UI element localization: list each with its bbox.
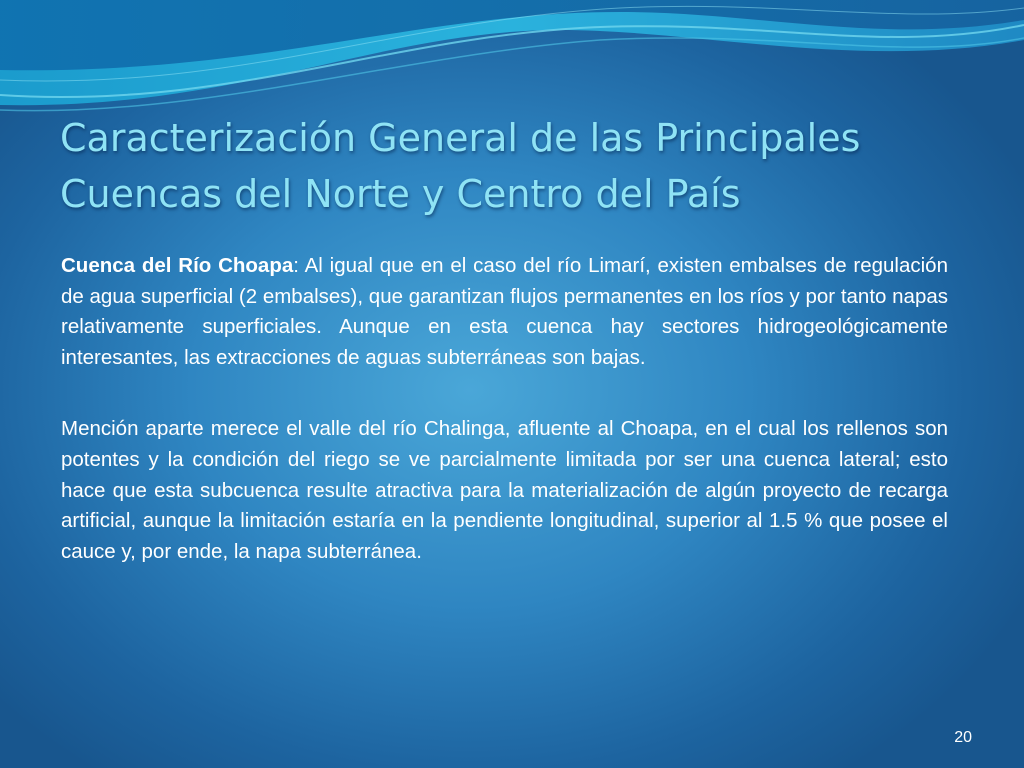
paragraph-text: : Al igual que en el caso del río Limarí, existen embalses de regulación de agua superficial (2 embalses), que garantizan flujos permanentes en los ríos y por tanto napas relativamente superficiales. Aunque en esta cuenca hay sectores hidrogeológicamente interesantes, las extracciones de aguas subterráneas son bajas. bbox=[61, 254, 948, 369]
slide-body bbox=[61, 251, 948, 608]
paragraph-text: Mención aparte merece el valle del río Chalinga, afluente al Choapa, en el cual los rellenos son potentes y la condición del riego se ve parcialmente limitada por ser una cuenca lateral; esto hace que esta subcuenca resulte atractiva para la materialización de algún proyecto de recarga artificial, aunque la limitación estaría en la pendiente longitudinal, superior al 1.5 % que posee el cauce y, por ende, la napa subterránea. bbox=[61, 417, 948, 563]
slide-title bbox=[60, 110, 960, 222]
slide-title-line-2: Cuencas del Norte y Centro del País bbox=[60, 172, 741, 216]
paragraph-chalinga bbox=[61, 414, 948, 567]
paragraph-choapa bbox=[61, 251, 948, 373]
paragraph-lead-bold: Cuenca del Río Choapa bbox=[61, 254, 294, 277]
page-number: 20 bbox=[954, 729, 972, 746]
slide-title-line-1: Caracterización General de las Principales bbox=[60, 116, 861, 160]
